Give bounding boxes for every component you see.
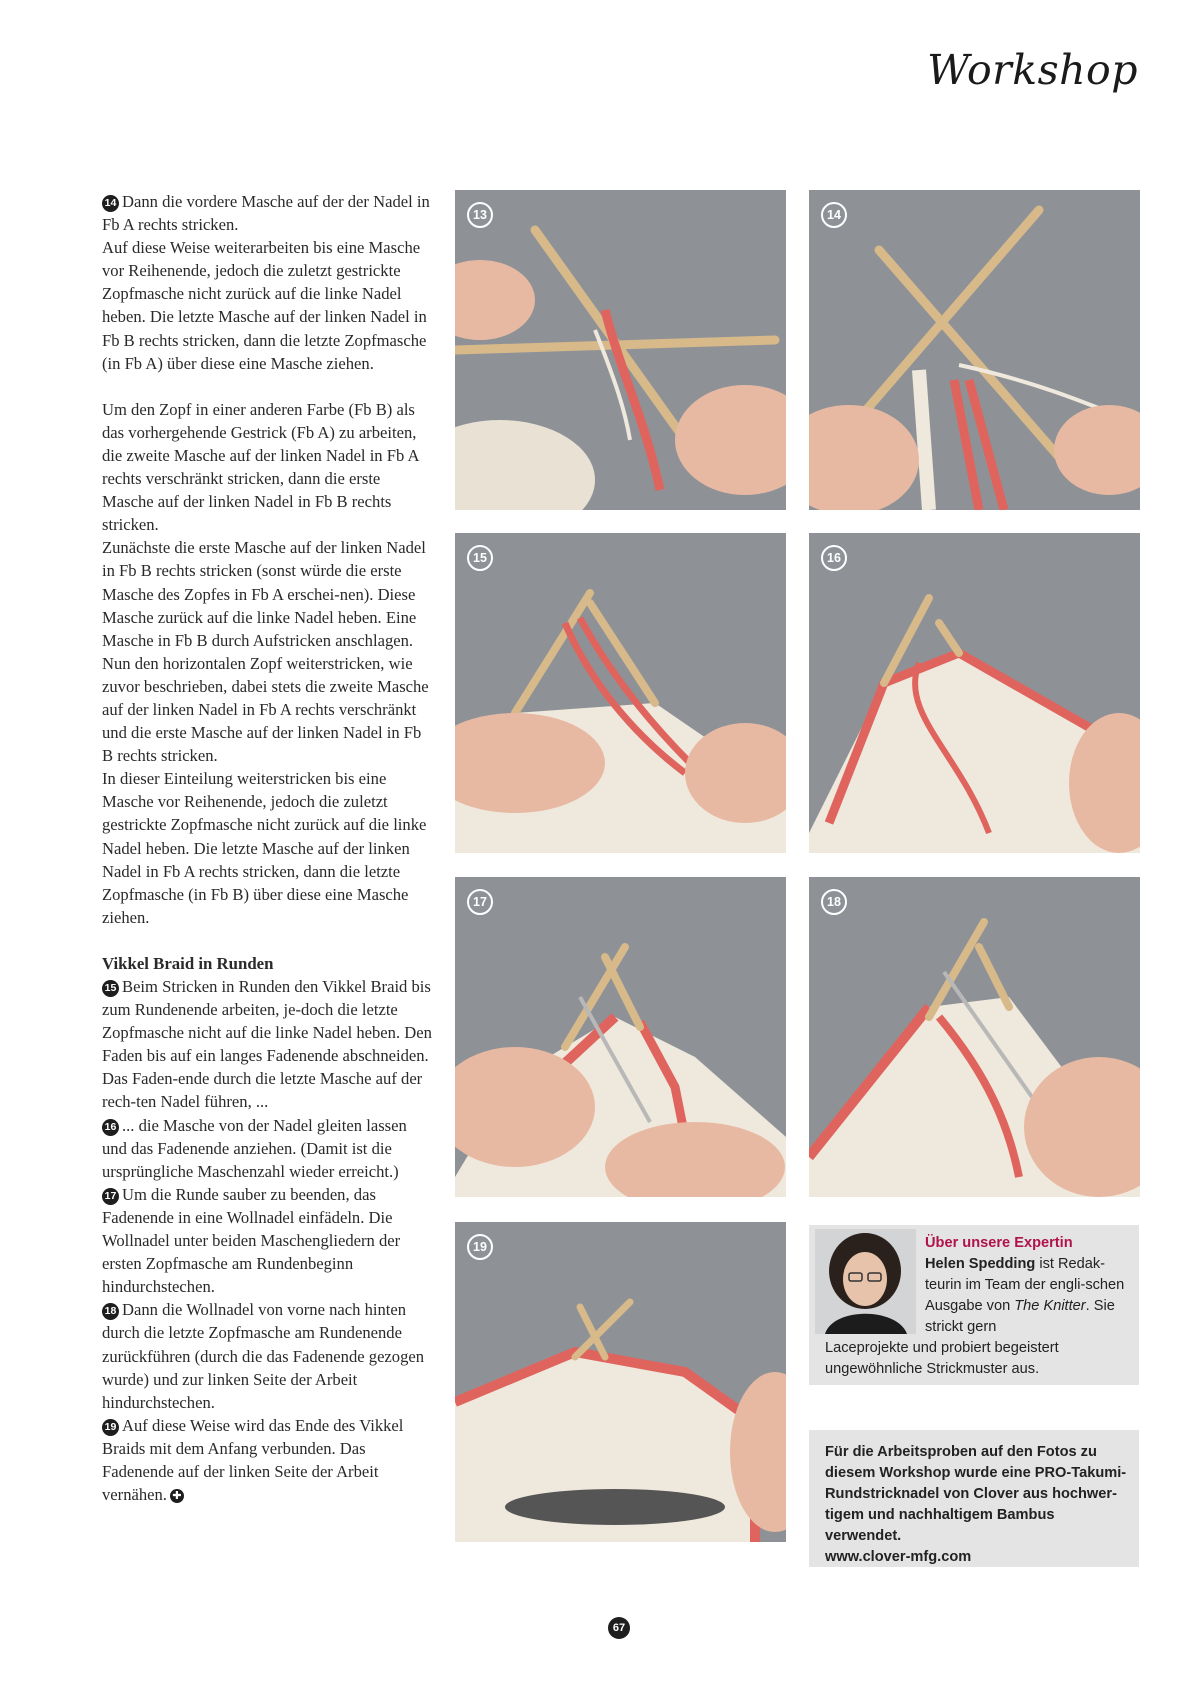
step-number-badge: 15 bbox=[102, 980, 119, 997]
step-15-text: 15 Beim Stricken in Runden den Vikkel Braid bis zum Rundenende arbeiten, je-doch die letzte Zopfmasche nicht auf die linke Nadel heben. Den Faden bis auf ein langes Fadenende abschneiden. Das Faden-ende durch die letzte Masche auf der rech-ten Nadel führen, ... bbox=[102, 977, 432, 1112]
page-number: 67 bbox=[608, 1617, 630, 1639]
paragraph: In dieser Einteilung weiterstricken bis eine Masche vor Reihenende, jedoch die zuletzt gestrickte Zopfmasche nicht zurück auf die linke Nadel heben. Die letzte Masche auf der linken Nadel in Fb A rechts stricken, dann die letzte Zopfmasche (in Fb B) über diese eine Masche ziehen. bbox=[102, 769, 427, 927]
expert-bio-continued: Laceprojekte und probiert begeistert ungewöhnliche Strickmuster aus. bbox=[825, 1340, 1059, 1377]
materials-info-box bbox=[809, 1430, 1139, 1567]
knitting-needles-crossed-photo bbox=[455, 190, 786, 510]
step-photo-17 bbox=[455, 877, 786, 1197]
paragraph: Zunächste die erste Masche auf der linken Nadel in Fb B rechts stricken (sonst würde die erste Masche des Zopfes in Fb A erschei-nen). Diese Masche zurück auf die linke Nadel heben. Eine Masche in Fb B durch Aufstricken anschlagen. bbox=[102, 538, 426, 650]
step-photo-15 bbox=[455, 533, 786, 853]
photo-number-badge: 13 bbox=[467, 202, 493, 228]
step-number-badge: 19 bbox=[102, 1419, 119, 1436]
paragraph: Um den Zopf in einer anderen Farbe (Fb B) als das vorhergehende Gestrick (Fb A) zu arbeiten, die zweite Masche auf der linken Nadel in Fb A rechts verschränkt stricken, dann die erste Masche auf der linken Nadel in Fb B rechts stricken. bbox=[102, 399, 419, 535]
paragraph: Auf diese Weise weiterarbeiten bis eine Masche vor Reihenende, jedoch die zuletzt gestrickte Zopfmasche nicht zurück auf die linke Nadel heben. Die letzte Masche auf der linken Nadel in Fb B rechts stricken, dann die letzte Zopfmasche (in Fb A) über diese eine Masche ziehen. bbox=[102, 238, 427, 373]
instructions-column bbox=[102, 190, 432, 1506]
step-number-badge: 16 bbox=[102, 1119, 119, 1136]
step-18-text: 18 Dann die Wollnadel von vorne nach hinten durch die letzte Zopfmasche am Rundenende zurückführen (durch die das Fadenende gezogen wurde) und zur linken Seite der Arbeit hindurchstechen. bbox=[102, 1300, 425, 1412]
step-photo-19 bbox=[455, 1222, 786, 1542]
end-mark-icon: ✚ bbox=[170, 1489, 184, 1503]
step-number-badge: 14 bbox=[102, 195, 119, 212]
expert-portrait bbox=[815, 1229, 916, 1334]
step-photo-14 bbox=[809, 190, 1140, 510]
knitted-braid-photo bbox=[455, 533, 786, 853]
step-16-text: 16 ... die Masche von der Nadel gleiten lassen und das Fadenende anziehen. (Damit ist die ursprüngliche Maschenzahl wieder erreicht.) bbox=[102, 1115, 407, 1181]
paragraph: Nun den horizontalen Zopf weiterstricken, wie zuvor beschrieben, dabei stets die zweite Masche auf der linken Nadel in Fb A rechts verschränkt und die erste Masche auf der linken Nadel in Fb B rechts stricken. bbox=[102, 653, 429, 766]
step-photo-18 bbox=[809, 877, 1140, 1197]
expert-name: Helen Spedding bbox=[925, 1256, 1036, 1272]
photo-number-badge: 16 bbox=[821, 545, 847, 571]
page-header-title: Workshop bbox=[927, 46, 1138, 94]
finished-round-photo bbox=[455, 1222, 786, 1542]
step-number-badge: 17 bbox=[102, 1188, 119, 1205]
step-19-text: 19 Auf diese Weise wird das Ende des Vikkel Braids mit dem Anfang verbunden. Das Fadenende auf der linken Seite der Arbeit vernähen. ✚ bbox=[102, 1415, 404, 1505]
step-photo-13 bbox=[455, 190, 786, 510]
materials-text: Für die Arbeitsproben auf den Fotos zu diesem Workshop wurde eine PRO-Takumi-Rundstricknadel von Clover aus hochwer-tigem und nachhaltigem Bambus verwendet. bbox=[825, 1444, 1127, 1544]
step-photo-16 bbox=[809, 533, 1140, 853]
expert-heading: Über unsere Expertin bbox=[925, 1235, 1073, 1251]
expert-info-box bbox=[809, 1225, 1139, 1385]
portrait-photo bbox=[815, 1229, 916, 1334]
step-14-text: 14 Dann die vordere Masche auf der der Nadel in Fb A rechts stricken. bbox=[102, 192, 430, 235]
wool-needle-photo bbox=[809, 877, 1140, 1197]
section-heading: Vikkel Braid in Runden bbox=[102, 953, 274, 973]
expert-bio: Über unsere Expertin Helen Spedding ist Redak-teurin im Team der engli-schen Ausgabe von The Knitter. Sie strickt gern bbox=[925, 1233, 1133, 1338]
photo-number-badge: 17 bbox=[467, 889, 493, 915]
knitting-needles-crossed-photo bbox=[809, 190, 1140, 510]
photo-number-badge: 15 bbox=[467, 545, 493, 571]
magazine-title: The Knitter bbox=[1014, 1298, 1086, 1314]
photo-number-badge: 19 bbox=[467, 1234, 493, 1260]
wool-needle-photo bbox=[455, 877, 786, 1197]
step-number-badge: 18 bbox=[102, 1303, 119, 1320]
photo-number-badge: 18 bbox=[821, 889, 847, 915]
photo-number-badge: 14 bbox=[821, 202, 847, 228]
clover-link[interactable]: www.clover-mfg.com bbox=[825, 1549, 972, 1565]
step-17-text: 17 Um die Runde sauber zu beenden, das Fadenende in eine Wollnadel einfädeln. Die Wollnadel unter beiden Maschengliedern der ersten Zopfmasche am Rundenbeginn hindurchstechen. bbox=[102, 1184, 401, 1297]
knitted-braid-photo bbox=[809, 533, 1140, 853]
